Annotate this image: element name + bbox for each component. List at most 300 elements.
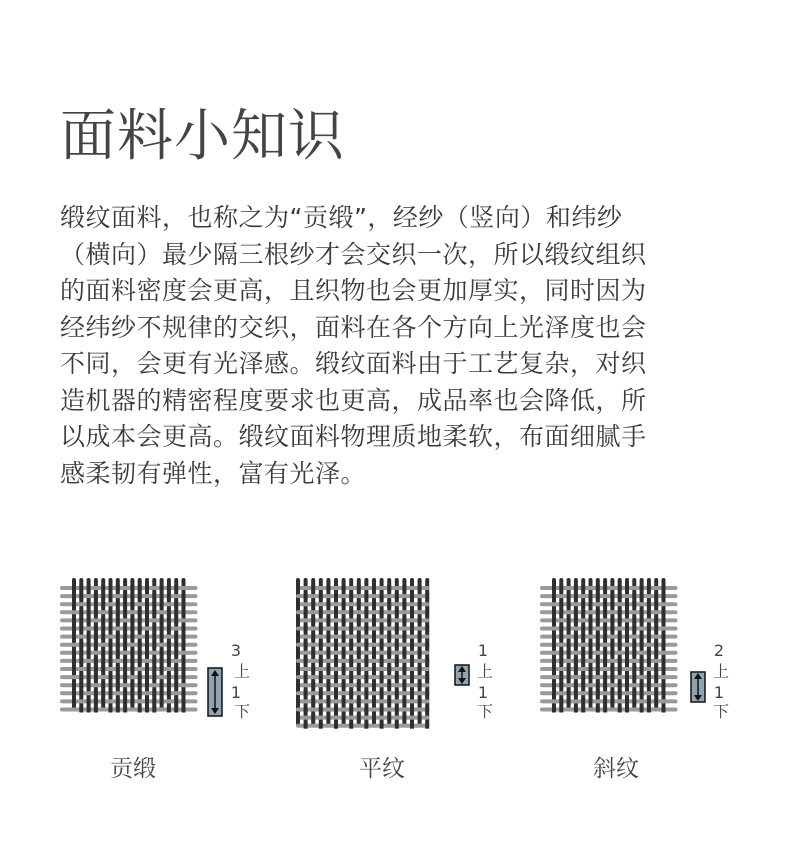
warp-crossing (552, 593, 556, 599)
warp-crossing (116, 698, 120, 704)
warp-crossing (296, 650, 300, 656)
warp-crossing (567, 698, 571, 704)
warp-crossing (123, 698, 127, 704)
warp-crossing (640, 707, 644, 713)
warp-crossing (418, 666, 422, 672)
warp-crossing (618, 617, 622, 623)
warp-crossing (640, 585, 644, 591)
warp-crossing (334, 642, 338, 648)
warp-crossing (610, 626, 614, 632)
warp-crossing (589, 674, 593, 680)
warp-crossing (567, 666, 571, 672)
warp-crossing (418, 634, 422, 640)
warp-crossing (589, 642, 593, 648)
warp-crossing (662, 585, 666, 591)
warp-crossing (625, 674, 629, 680)
warp-crossing (174, 674, 178, 680)
warp-crossing (72, 585, 76, 591)
warp-crossing (395, 626, 399, 632)
warp-crossing (94, 609, 98, 615)
warp-crossing (647, 601, 651, 607)
warp-crossing (567, 690, 571, 696)
warp-crossing (632, 698, 636, 704)
warp-crossing (357, 698, 361, 704)
warp-crossing (138, 690, 142, 696)
warp-crossing (357, 634, 361, 640)
warp-crossing (326, 585, 330, 591)
warp-crossing (654, 593, 658, 599)
warp-crossing (87, 609, 91, 615)
warp-crossing (72, 690, 76, 696)
warp-crossing (296, 601, 300, 607)
warp-crossing (101, 690, 105, 696)
warp-crossing (123, 674, 127, 680)
warp-crossing (116, 707, 120, 713)
warp-crossing (559, 609, 563, 615)
warp-crossing (87, 698, 91, 704)
warp-crossing (174, 666, 178, 672)
warp-crossing (109, 617, 113, 623)
warp-crossing (559, 634, 563, 640)
warp-crossing (581, 609, 585, 615)
weft-thread (296, 675, 429, 679)
warp-crossing (596, 658, 600, 664)
warp-crossing (589, 690, 593, 696)
warp-crossing (167, 617, 171, 623)
warp-crossing (387, 650, 391, 656)
warp-crossing (625, 650, 629, 656)
warp-crossing (654, 642, 658, 648)
warp-crossing (387, 585, 391, 591)
warp-crossing (130, 698, 134, 704)
warp-crossing (625, 707, 629, 713)
warp-crossing (101, 698, 105, 704)
warp-crossing (79, 642, 83, 648)
warp-crossing (319, 609, 323, 615)
warp-crossing (552, 642, 556, 648)
warp-crossing (364, 626, 368, 632)
warp-crossing (174, 634, 178, 640)
warp-crossing (319, 642, 323, 648)
warp-crossing (145, 650, 149, 656)
warp-crossing (610, 593, 614, 599)
plain-weave-svg (292, 574, 497, 736)
warp-crossing (589, 601, 593, 607)
warp-crossing (123, 690, 127, 696)
warp-crossing (72, 666, 76, 672)
weft-thread (296, 683, 429, 687)
warp-crossing (618, 690, 622, 696)
warp-crossing (326, 682, 330, 688)
warp-crossing (552, 585, 556, 591)
warp-crossing (138, 658, 142, 664)
warp-crossing (372, 601, 376, 607)
weft-thread (296, 643, 429, 647)
plain-caption: 平纹 (359, 756, 405, 782)
warp-crossing (130, 682, 134, 688)
ratio-bottom-label: 下 (233, 702, 251, 721)
warp-crossing (94, 674, 98, 680)
warp-crossing (418, 715, 422, 721)
warp-crossing (311, 585, 315, 591)
warp-crossing (296, 682, 300, 688)
warp-crossing (589, 626, 593, 632)
warp-crossing (130, 617, 134, 623)
warp-crossing (596, 707, 600, 713)
warp-crossing (334, 723, 338, 729)
warp-crossing (589, 698, 593, 704)
weft-thread (296, 659, 429, 663)
warp-crossing (380, 609, 384, 615)
warp-crossing (640, 593, 644, 599)
warp-crossing (395, 593, 399, 599)
warp-crossing (647, 634, 651, 640)
warp-crossing (647, 682, 651, 688)
weft-thread (296, 716, 429, 720)
warp-crossing (603, 601, 607, 607)
warp-crossing (94, 642, 98, 648)
warp-crossing (387, 666, 391, 672)
warp-crossing (79, 674, 83, 680)
warp-crossing (167, 650, 171, 656)
warp-crossing (160, 593, 164, 599)
warp-crossing (72, 658, 76, 664)
warp-crossing (380, 674, 384, 680)
warp-crossing (138, 593, 142, 599)
warp-crossing (380, 593, 384, 599)
warp-crossing (364, 723, 368, 729)
warp-crossing (109, 609, 113, 615)
warp-crossing (589, 650, 593, 656)
warp-crossing (167, 690, 171, 696)
paragraph-line: 经纬纱不规律的交织，面料在各个方向上光泽度也会 (60, 312, 647, 342)
warp-crossing (603, 658, 607, 664)
page-title: 面料小知识 (60, 104, 345, 169)
warp-crossing (174, 698, 178, 704)
warp-crossing (167, 626, 171, 632)
warp-crossing (372, 617, 376, 623)
warp-crossing (182, 626, 186, 632)
warp-crossing (130, 585, 134, 591)
warp-crossing (596, 690, 600, 696)
ratio-top-number: 2 (713, 641, 725, 660)
warp-crossing (632, 642, 636, 648)
warp-crossing (109, 585, 113, 591)
warp-crossing (654, 690, 658, 696)
warp-crossing (589, 666, 593, 672)
warp-crossing (109, 658, 113, 664)
warp-crossing (87, 642, 91, 648)
warp-crossing (632, 666, 636, 672)
warp-crossing (349, 674, 353, 680)
weft-thread (296, 594, 429, 598)
warp-crossing (410, 690, 414, 696)
warp-crossing (618, 609, 622, 615)
warp-crossing (662, 666, 666, 672)
warp-crossing (418, 617, 422, 623)
warp-crossing (304, 690, 308, 696)
warp-crossing (581, 674, 585, 680)
warp-crossing (581, 585, 585, 591)
warp-crossing (145, 682, 149, 688)
warp-crossing (319, 674, 323, 680)
warp-crossing (357, 617, 361, 623)
warp-crossing (174, 642, 178, 648)
warp-crossing (304, 658, 308, 664)
warp-crossing (632, 674, 636, 680)
warp-crossing (581, 650, 585, 656)
warp-crossing (152, 626, 156, 632)
warp-crossing (326, 666, 330, 672)
warp-crossing (610, 601, 614, 607)
warp-crossing (342, 617, 346, 623)
warp-crossing (418, 682, 422, 688)
warp-crossing (662, 634, 666, 640)
warp-crossing (311, 715, 315, 721)
warp-crossing (574, 682, 578, 688)
warp-crossing (87, 674, 91, 680)
warp-crossing (567, 674, 571, 680)
ratio-top-label: 上 (712, 662, 730, 681)
warp-crossing (640, 617, 644, 623)
warp-crossing (418, 601, 422, 607)
warp-crossing (304, 609, 308, 615)
warp-crossing (326, 634, 330, 640)
warp-crossing (123, 626, 127, 632)
warp-crossing (625, 609, 629, 615)
warp-crossing (342, 650, 346, 656)
warp-crossing (182, 698, 186, 704)
warp-crossing (425, 626, 429, 632)
warp-crossing (79, 609, 83, 615)
warp-crossing (418, 650, 422, 656)
weft-thread (296, 708, 429, 712)
warp-crossing (123, 634, 127, 640)
warp-crossing (425, 690, 429, 696)
warp-crossing (182, 601, 186, 607)
warp-crossing (425, 674, 429, 680)
warp-crossing (425, 642, 429, 648)
warp-crossing (101, 585, 105, 591)
warp-crossing (610, 674, 614, 680)
warp-crossing (372, 585, 376, 591)
warp-crossing (138, 609, 142, 615)
warp-crossing (625, 698, 629, 704)
ratio-bottom-label: 下 (476, 702, 494, 721)
warp-crossing (152, 707, 156, 713)
warp-crossing (145, 674, 149, 680)
warp-crossing (581, 658, 585, 664)
warp-crossing (87, 682, 91, 688)
warp-crossing (101, 634, 105, 640)
warp-crossing (372, 682, 376, 688)
warp-crossing (380, 707, 384, 713)
warp-crossing (130, 593, 134, 599)
warp-crossing (603, 626, 607, 632)
warp-crossing (387, 682, 391, 688)
warp-crossing (182, 658, 186, 664)
warp-crossing (342, 666, 346, 672)
warp-crossing (567, 642, 571, 648)
warp-crossing (138, 626, 142, 632)
warp-crossing (145, 617, 149, 623)
warp-crossing (357, 666, 361, 672)
warp-crossing (123, 666, 127, 672)
warp-crossing (552, 682, 556, 688)
warp-crossing (334, 674, 338, 680)
warp-crossing (632, 626, 636, 632)
warp-crossing (152, 666, 156, 672)
warp-crossing (589, 617, 593, 623)
warp-crossing (410, 707, 414, 713)
warp-crossing (559, 707, 563, 713)
ratio-bottom-number: 1 (713, 683, 725, 702)
warp-crossing (182, 609, 186, 615)
warp-crossing (574, 593, 578, 599)
warp-crossing (79, 690, 83, 696)
warp-crossing (152, 609, 156, 615)
warp-crossing (130, 650, 134, 656)
warp-crossing (342, 682, 346, 688)
warp-crossing (304, 642, 308, 648)
warp-crossing (160, 617, 164, 623)
warp-crossing (552, 666, 556, 672)
warp-crossing (596, 617, 600, 623)
warp-crossing (145, 609, 149, 615)
warp-crossing (152, 601, 156, 607)
warp-crossing (402, 666, 406, 672)
warp-crossing (167, 585, 171, 591)
warp-crossing (116, 682, 120, 688)
warp-crossing (596, 593, 600, 599)
warp-crossing (596, 634, 600, 640)
warp-crossing (94, 658, 98, 664)
warp-crossing (116, 650, 120, 656)
satin-weave-svg (58, 574, 258, 736)
weft-thread (296, 635, 429, 639)
warp-crossing (94, 593, 98, 599)
warp-crossing (145, 666, 149, 672)
warp-crossing (654, 617, 658, 623)
warp-crossing (160, 698, 164, 704)
warp-crossing (581, 707, 585, 713)
warp-crossing (610, 690, 614, 696)
warp-crossing (349, 707, 353, 713)
weft-thread (296, 667, 429, 671)
warp-crossing (618, 593, 622, 599)
warp-crossing (402, 698, 406, 704)
warp-crossing (610, 666, 614, 672)
warp-crossing (109, 674, 113, 680)
warp-crossing (116, 642, 120, 648)
warp-crossing (319, 626, 323, 632)
warp-crossing (167, 674, 171, 680)
warp-crossing (167, 658, 171, 664)
warp-crossing (574, 666, 578, 672)
warp-crossing (138, 650, 142, 656)
warp-crossing (182, 707, 186, 713)
warp-crossing (402, 682, 406, 688)
warp-crossing (387, 601, 391, 607)
warp-crossing (610, 650, 614, 656)
warp-crossing (574, 634, 578, 640)
warp-crossing (581, 626, 585, 632)
warp-crossing (596, 682, 600, 688)
warp-crossing (167, 593, 171, 599)
warp-crossing (654, 650, 658, 656)
warp-crossing (395, 609, 399, 615)
warp-crossing (596, 585, 600, 591)
warp-crossing (662, 707, 666, 713)
warp-crossing (116, 666, 120, 672)
warp-crossing (334, 707, 338, 713)
warp-crossing (334, 626, 338, 632)
warp-crossing (552, 617, 556, 623)
warp-crossing (364, 674, 368, 680)
warp-crossing (640, 658, 644, 664)
warp-crossing (647, 609, 651, 615)
warp-crossing (357, 715, 361, 721)
warp-crossing (101, 658, 105, 664)
warp-crossing (174, 682, 178, 688)
warp-crossing (349, 626, 353, 632)
warp-crossing (603, 707, 607, 713)
warp-crossing (72, 593, 76, 599)
warp-crossing (603, 682, 607, 688)
warp-crossing (87, 601, 91, 607)
warp-crossing (372, 698, 376, 704)
warp-crossing (372, 650, 376, 656)
warp-crossing (618, 682, 622, 688)
twill-caption: 斜纹 (593, 756, 639, 782)
warp-crossing (109, 707, 113, 713)
paragraph-line: 缎纹面料，也称之为“贡缎”，经纱（竖向）和纬纱 (60, 203, 623, 232)
warp-crossing (372, 666, 376, 672)
warp-crossing (296, 715, 300, 721)
warp-crossing (101, 593, 105, 599)
warp-crossing (79, 707, 83, 713)
weft-thread (296, 691, 429, 695)
warp-crossing (567, 601, 571, 607)
warp-crossing (94, 601, 98, 607)
warp-crossing (640, 642, 644, 648)
warp-crossing (116, 609, 120, 615)
warp-crossing (574, 690, 578, 696)
warp-crossing (334, 658, 338, 664)
warp-crossing (410, 626, 414, 632)
warp-crossing (167, 642, 171, 648)
warp-crossing (152, 634, 156, 640)
warp-crossing (559, 658, 563, 664)
warp-crossing (364, 707, 368, 713)
warp-crossing (574, 658, 578, 664)
warp-crossing (610, 698, 614, 704)
warp-crossing (418, 698, 422, 704)
warp-crossing (152, 593, 156, 599)
warp-crossing (552, 658, 556, 664)
warp-crossing (418, 585, 422, 591)
warp-crossing (109, 642, 113, 648)
warp-crossing (654, 626, 658, 632)
warp-crossing (123, 601, 127, 607)
warp-crossing (552, 690, 556, 696)
warp-crossing (574, 585, 578, 591)
warp-crossing (357, 650, 361, 656)
warp-crossing (410, 658, 414, 664)
warp-crossing (632, 650, 636, 656)
warp-crossing (101, 682, 105, 688)
warp-crossing (349, 642, 353, 648)
